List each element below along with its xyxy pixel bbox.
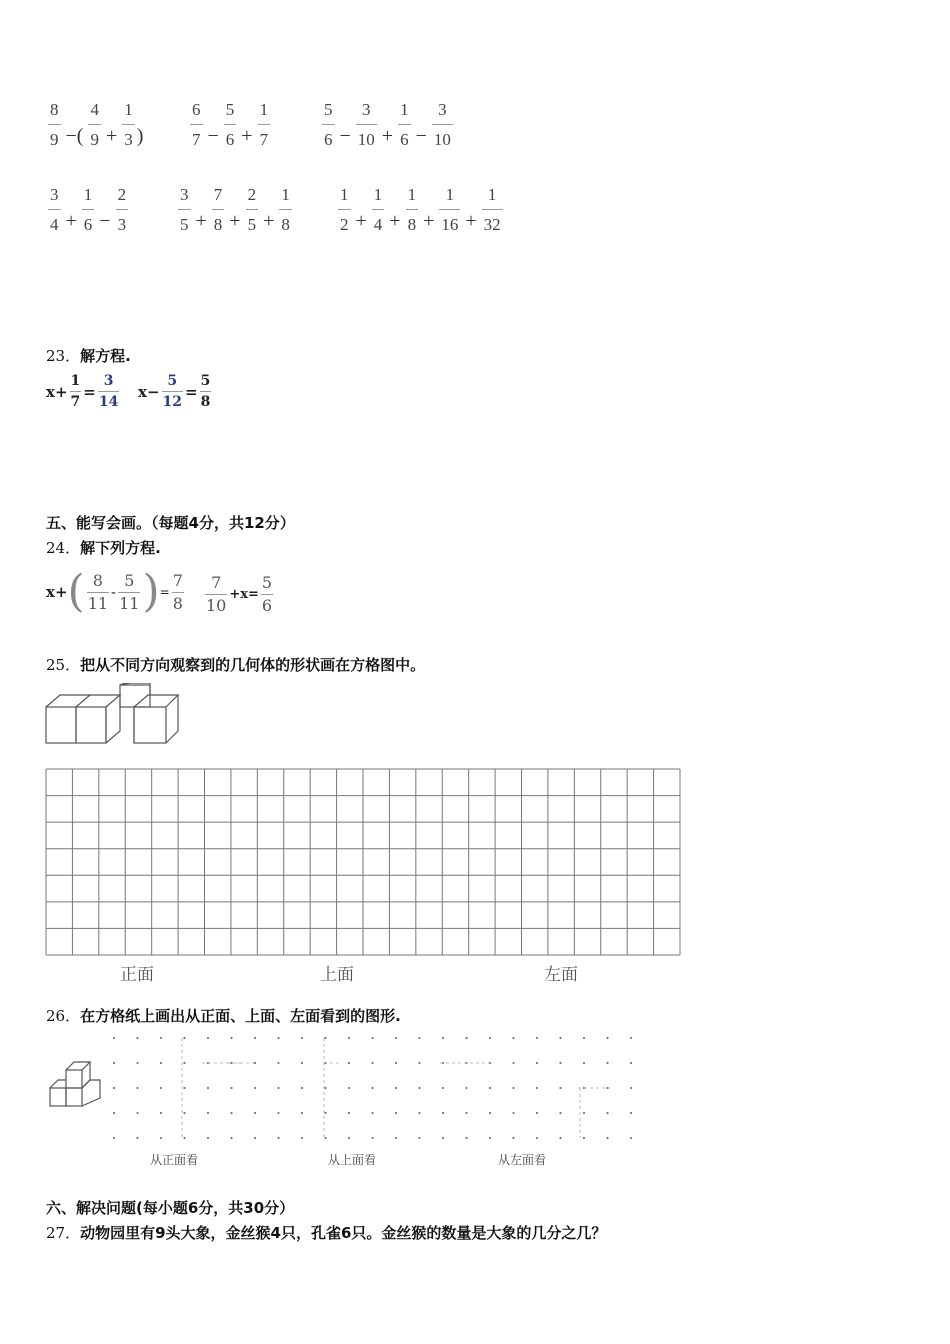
operator: + <box>355 210 367 232</box>
grid-dot <box>160 1062 162 1064</box>
fraction: $\frac{1}{3}$ <box>124 100 133 149</box>
grid-dot <box>606 1112 608 1114</box>
fraction: $\frac{1}{6}$ <box>83 185 93 234</box>
grid-dot <box>113 1037 115 1039</box>
grid-dot <box>207 1037 209 1039</box>
grid-dot <box>442 1037 444 1039</box>
grid-dot <box>348 1062 350 1064</box>
fraction: $\frac{7}{10}$ <box>206 573 227 615</box>
fraction: $\frac{1}{8}$ <box>281 185 290 234</box>
grid-dot <box>183 1037 185 1039</box>
grid-dot <box>536 1062 538 1064</box>
question-25: 25．把从不同方向观察到的几何体的形状画在方格图中。 <box>46 656 426 674</box>
grid-label-front: 正面 <box>120 965 154 985</box>
grid-dot <box>183 1112 185 1114</box>
grid-dot <box>371 1087 373 1089</box>
grid-dot <box>160 1112 162 1114</box>
fraction: $\frac{5}{12}$ <box>162 373 182 410</box>
operator: + <box>105 125 118 147</box>
grid-dot <box>418 1112 420 1114</box>
grid-dot <box>207 1137 209 1139</box>
grid-dot <box>512 1137 514 1139</box>
grid-dot <box>230 1087 232 1089</box>
expression-1 <box>46 101 143 148</box>
grid-dot <box>606 1037 608 1039</box>
grid-dot <box>418 1087 420 1089</box>
section-5-heading: 五、能写会画。（每题4分，共12分） <box>46 514 295 532</box>
grid-dot <box>348 1137 350 1139</box>
operator: − <box>207 125 219 147</box>
operator: + <box>465 210 477 232</box>
fraction: $\frac{3}{10}$ <box>433 100 451 149</box>
grid-dot <box>207 1087 209 1089</box>
grid-dot <box>254 1037 256 1039</box>
grid-dot <box>512 1037 514 1039</box>
grid-dot <box>371 1062 373 1064</box>
grid-dot <box>630 1137 632 1139</box>
drawing-grid-25[interactable] <box>45 768 681 956</box>
grid-dot <box>183 1062 185 1064</box>
grid-dot <box>465 1112 467 1114</box>
fraction: $\frac{1}{4}$ <box>373 185 383 234</box>
grid-dot <box>489 1112 491 1114</box>
grid-dot <box>559 1137 561 1139</box>
question-27: 27．动物园里有9头大象，金丝猴4只，孔雀6只。金丝猴的数量是大象的几分之几？ <box>46 1224 607 1242</box>
grid-dot <box>207 1112 209 1114</box>
grid-dot <box>324 1112 326 1114</box>
grid-label-top: 上面 <box>320 965 354 985</box>
grid-dot <box>559 1112 561 1114</box>
grid-dot <box>348 1037 350 1039</box>
operator: + <box>381 125 394 147</box>
expression-3 <box>320 101 455 148</box>
grid-dot <box>559 1087 561 1089</box>
fraction: $\frac{3}{14}$ <box>98 373 119 410</box>
grid-dot <box>160 1037 162 1039</box>
grid-dot <box>465 1087 467 1089</box>
fraction: $\frac{1}{7}$ <box>70 373 81 410</box>
grid-dot <box>418 1062 420 1064</box>
fraction: $\frac{5}{6}$ <box>324 100 333 149</box>
grid-dot <box>559 1062 561 1064</box>
fraction: $\frac{2}{3}$ <box>117 185 127 234</box>
grid-dot <box>348 1087 350 1089</box>
grid-dot <box>348 1112 350 1114</box>
grid-dot <box>301 1087 303 1089</box>
fraction: $\frac{1}{8}$ <box>407 185 417 234</box>
grid-dot <box>136 1062 138 1064</box>
grid-dot <box>465 1137 467 1139</box>
question-23: 23．解方程. <box>46 347 131 365</box>
grid-dot <box>324 1087 326 1089</box>
grid-dot <box>301 1137 303 1139</box>
grid-dot <box>160 1087 162 1089</box>
grid-dot <box>442 1087 444 1089</box>
fraction: $\frac{1}{6}$ <box>400 100 409 149</box>
operator: − <box>339 125 351 147</box>
fraction: $\frac{1}{2}$ <box>340 185 349 234</box>
operator: −( <box>65 125 84 147</box>
equation-23-2: x− $\frac{5}{12}$ = $\frac{5}{8}$ <box>138 373 211 410</box>
operator: + <box>229 210 241 232</box>
grid-dot <box>630 1037 632 1039</box>
operator: + <box>389 210 401 232</box>
grid-dot <box>489 1087 491 1089</box>
grid-dot <box>183 1087 185 1089</box>
operator: + <box>423 210 435 232</box>
grid-dot <box>630 1087 632 1089</box>
fraction: $\frac{6}{7}$ <box>192 100 201 149</box>
grid-dot <box>254 1062 256 1064</box>
grid-dot <box>395 1087 397 1089</box>
operator: − <box>415 125 427 147</box>
grid-dot <box>324 1037 326 1039</box>
grid-dot <box>559 1037 561 1039</box>
grid-dot <box>371 1112 373 1114</box>
grid-dot <box>536 1137 538 1139</box>
equation-24-1: x+ ( $\frac{8}{11}$ - $\frac{5}{11}$ ) = $\frac{7}{8}$ <box>46 566 183 617</box>
grid-dot <box>583 1112 585 1114</box>
expression-2 <box>188 101 272 148</box>
grid-dot <box>418 1037 420 1039</box>
operator: + <box>65 210 77 232</box>
fraction: $\frac{1}{32}$ <box>483 185 501 234</box>
grid-dot <box>371 1137 373 1139</box>
grid-dot <box>489 1037 491 1039</box>
expression-5 <box>176 186 294 233</box>
expression-6 <box>336 186 505 233</box>
grid-dot <box>230 1037 232 1039</box>
equation-23-1: x+ $\frac{1}{7}$ = $\frac{3}{14}$ <box>46 373 119 410</box>
grid-dot <box>442 1112 444 1114</box>
fraction: $\frac{3}{5}$ <box>180 185 189 234</box>
fraction: $\frac{5}{6}$ <box>225 100 235 149</box>
grid-dot <box>324 1137 326 1139</box>
grid-dot <box>136 1137 138 1139</box>
cube-figure-26 <box>48 1060 108 1110</box>
fraction: $\frac{8}{9}$ <box>50 100 59 149</box>
grid-dot <box>277 1037 279 1039</box>
grid-dot <box>395 1062 397 1064</box>
grid-dot <box>136 1087 138 1089</box>
operator: + <box>241 125 253 147</box>
grid-dot <box>418 1137 420 1139</box>
dot-label-left: 从左面看 <box>498 1153 547 1167</box>
fraction: $\frac{1}{7}$ <box>259 100 269 149</box>
grid-dot <box>606 1137 608 1139</box>
fraction: $\frac{7}{8}$ <box>172 570 183 613</box>
grid-dot <box>536 1087 538 1089</box>
fraction: $\frac{7}{8}$ <box>213 185 223 234</box>
grid-dot <box>254 1087 256 1089</box>
grid-dot <box>536 1112 538 1114</box>
operator: + <box>195 210 207 232</box>
paren: ) <box>136 125 144 147</box>
grid-dot <box>630 1112 632 1114</box>
grid-dot <box>113 1112 115 1114</box>
fraction: $\frac{2}{5}$ <box>247 185 257 234</box>
section-6-heading: 六、解决问题(每小题6分，共30分） <box>46 1199 295 1217</box>
cube-figure-25 <box>44 683 184 747</box>
fraction: $\frac{4}{9}$ <box>90 100 99 149</box>
fraction: $\frac{5}{8}$ <box>200 373 211 410</box>
grid-dot <box>442 1137 444 1139</box>
dot-label-front: 从正面看 <box>150 1153 199 1167</box>
grid-dot <box>136 1037 138 1039</box>
grid-dot <box>277 1112 279 1114</box>
grid-dot <box>113 1062 115 1064</box>
expression-4 <box>46 186 130 233</box>
grid-dot <box>277 1087 279 1089</box>
grid-dot <box>395 1037 397 1039</box>
dot-paper-26[interactable] <box>110 1032 635 1144</box>
question-24: 24．解下列方程. <box>46 539 161 557</box>
fraction: $\frac{5}{6}$ <box>261 573 273 615</box>
grid-dot <box>465 1037 467 1039</box>
grid-dot <box>512 1062 514 1064</box>
fraction: $\frac{3}{10}$ <box>357 100 375 149</box>
fraction: $\frac{3}{4}$ <box>50 185 59 234</box>
grid-dot <box>512 1087 514 1089</box>
grid-dot <box>512 1112 514 1114</box>
fraction: $\frac{8}{11}$ <box>87 570 109 613</box>
grid-dot <box>583 1137 585 1139</box>
question-26: 26．在方格纸上画出从正面、上面、左面看到的图形. <box>46 1007 401 1025</box>
grid-dot <box>277 1137 279 1139</box>
equation-24-2: $\frac{7}{10}$ +x= $\frac{5}{6}$ <box>206 573 273 615</box>
grid-dot <box>183 1137 185 1139</box>
grid-dot <box>230 1137 232 1139</box>
grid-dot <box>536 1037 538 1039</box>
grid-dot <box>113 1087 115 1089</box>
grid-dot <box>113 1137 115 1139</box>
fraction: $\frac{5}{11}$ <box>119 570 140 613</box>
grid-dot <box>160 1137 162 1139</box>
operator: − <box>99 210 111 232</box>
grid-dot <box>395 1137 397 1139</box>
grid-dot <box>301 1037 303 1039</box>
grid-dot <box>606 1062 608 1064</box>
grid-dot <box>277 1062 279 1064</box>
operator: + <box>263 210 275 232</box>
grid-label-left: 左面 <box>544 965 578 985</box>
grid-dot <box>371 1037 373 1039</box>
grid-dot <box>301 1062 303 1064</box>
grid-dot <box>301 1112 303 1114</box>
grid-dot <box>230 1112 232 1114</box>
fraction: $\frac{1}{16}$ <box>441 185 459 234</box>
dot-label-top: 从上面看 <box>328 1153 377 1167</box>
grid-dot <box>489 1137 491 1139</box>
grid-dot <box>254 1137 256 1139</box>
grid-dot <box>583 1062 585 1064</box>
grid-dot <box>254 1112 256 1114</box>
grid-dot <box>395 1112 397 1114</box>
grid-dot <box>136 1112 138 1114</box>
grid-dot <box>583 1037 585 1039</box>
grid-dot <box>630 1062 632 1064</box>
